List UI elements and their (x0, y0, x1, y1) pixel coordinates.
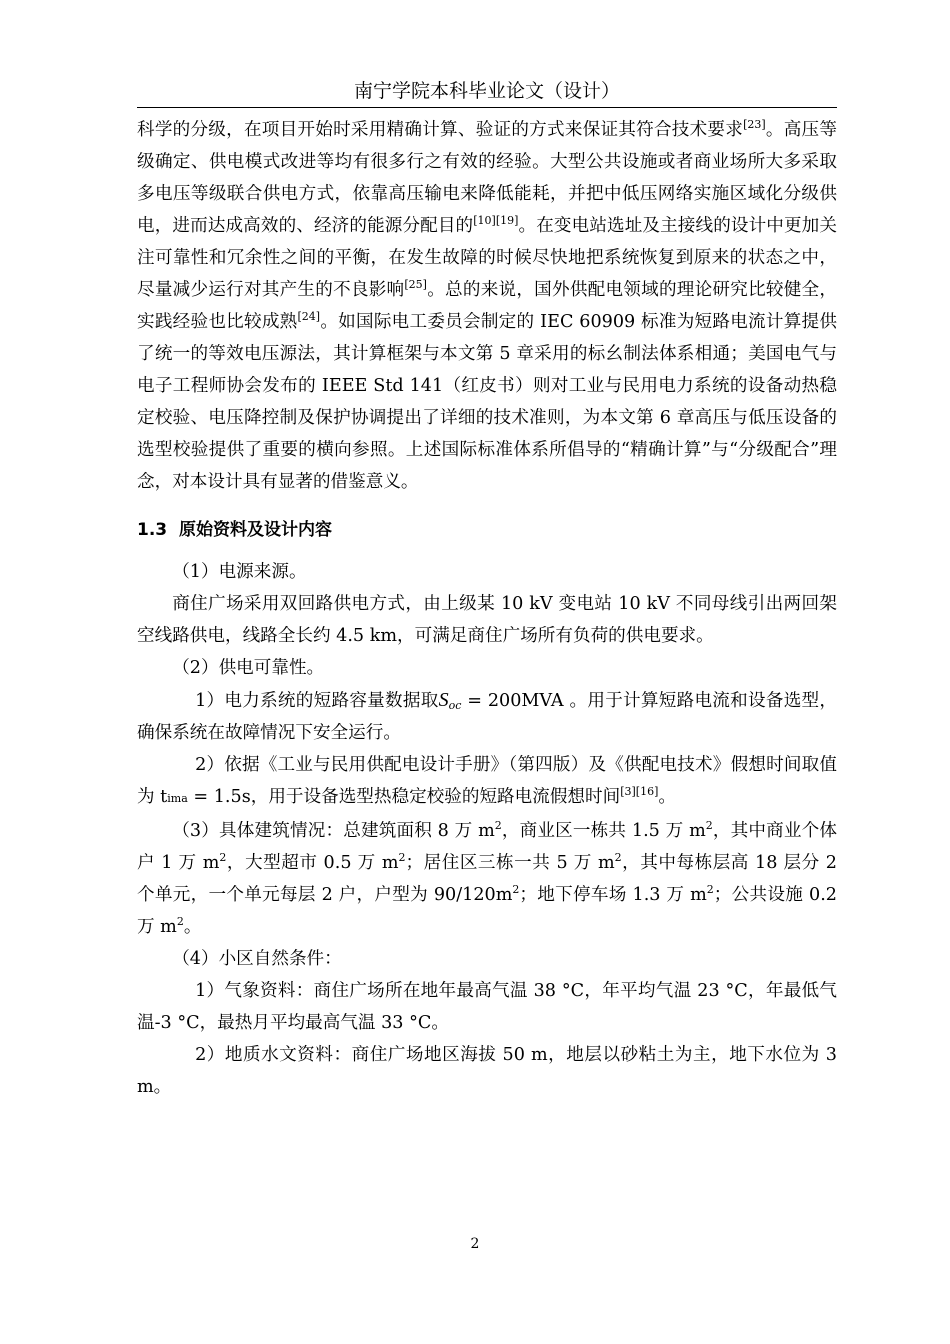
reliability-point-2: 2）依据《工业与民用供配电设计手册》（第四版）及《供配电技术》假想时间取值为 tima = 1.5s，用于设备选型热稳定校验的短路电流假想时间[3][16]。 (137, 755, 837, 807)
item-power-source-text: 商住广场采用双回路供电方式，由上级某 10 kV 变电站 10 kV 不同母线引出两回架空线路供电，线路全长约 4.5 km，可满足商住广场所有负荷的供电要求。 (137, 594, 837, 646)
intro-paragraph: 科学的分级，在项目开始时采用精确计算、验证的方式来保证其符合技术要求[23]。高压等级确定、供电模式改进等均有很多行之有效的经验。大型公共设施或者商业场所大多采取多电压等级联合供电方式，依靠高压输电来降低能耗，并把中低压网络实施区域化分级供电，进而达成高效的、经济的能源分配目的[10][19]。在变电站选址及主接线的设计中更加关注可靠性和冗余性之间的平衡，在发生故障的时候尽快地把系统恢复到原来的状态之中，尽量减少运行对其产生的不良影响[25]。总的来说，国外供配电领域的理论研究比较健全，实践经验也比较成熟[24]。如国际电工委员会制定的 IEC 60909 标准为短路电流计算提供了统一的等效电压源法，其计算框架与本文第 5 章采用的标幺制法体系相通；美国电气与电子工程师协会发布的 IEEE Std 141（红皮书）则对工业与民用电力系统的设备动热稳定校验、电压降控制及保护协调提出了详细的技术准则，为本文第 6 章高压与低压设备的选型校验提供了重要的横向参照。上述国际标准体系所倡导的“精确计算”与“分级配合”理念，对本设计具有显著的借鉴意义。 (137, 118, 837, 492)
item-reliability-label: （2）供电可靠性。 (172, 658, 325, 678)
citation: [23] (743, 118, 766, 131)
math-symbol: S (438, 689, 449, 711)
page-body (137, 114, 837, 1103)
section-heading: 1.3 原始资料及设计内容 (137, 520, 332, 540)
nature-point-2: 2）地质水文资料：商住广场地区海拔 50 m，地层以砂粘土为主，地下水位为 3 m。 (137, 1045, 837, 1097)
item-nature-label: （4）小区自然条件： (172, 949, 342, 969)
page-header: 南宁学院本科毕业论文（设计） (353, 80, 620, 102)
item-power-source-label: （1）电源来源。 (172, 562, 307, 582)
reliability-point-1: 1）电力系统的短路容量数据取$S_{oc} = 200MVA$ 。用于计算短路电流和设备选型，确保系统在故障情况下安全运行。 (137, 689, 837, 743)
header-divider (137, 107, 837, 108)
citation: [3][16] (620, 785, 659, 798)
citation: [25] (404, 278, 427, 291)
page-number: 2 (470, 1236, 480, 1252)
citation: [10][19] (473, 214, 519, 227)
nature-point-1: 1）气象资料：商住广场所在地年最高气温 38 °C，年平均气温 23 °C，年最低气温-3 °C，最热月平均最高气温 33 °C。 (137, 981, 837, 1033)
item-building-info: （3）具体建筑情况：总建筑面积 8 万 $m^2$，商业区一栋共 1.5 万 $m^2$，其中商业个体户 1 万 $m^2$，大型超市 0.5 万 $m^2$；居住区三栋一共 5 万 $m^2$，其中每栋层高 18 层分 2 个单元，一个单元每层 2 户，户型为 $90/120m^2$；地下停车场 1.3 万 $m^2$；公共设施 0.2 万 $m^2$。 (137, 819, 837, 937)
citation: [24] (297, 310, 321, 323)
